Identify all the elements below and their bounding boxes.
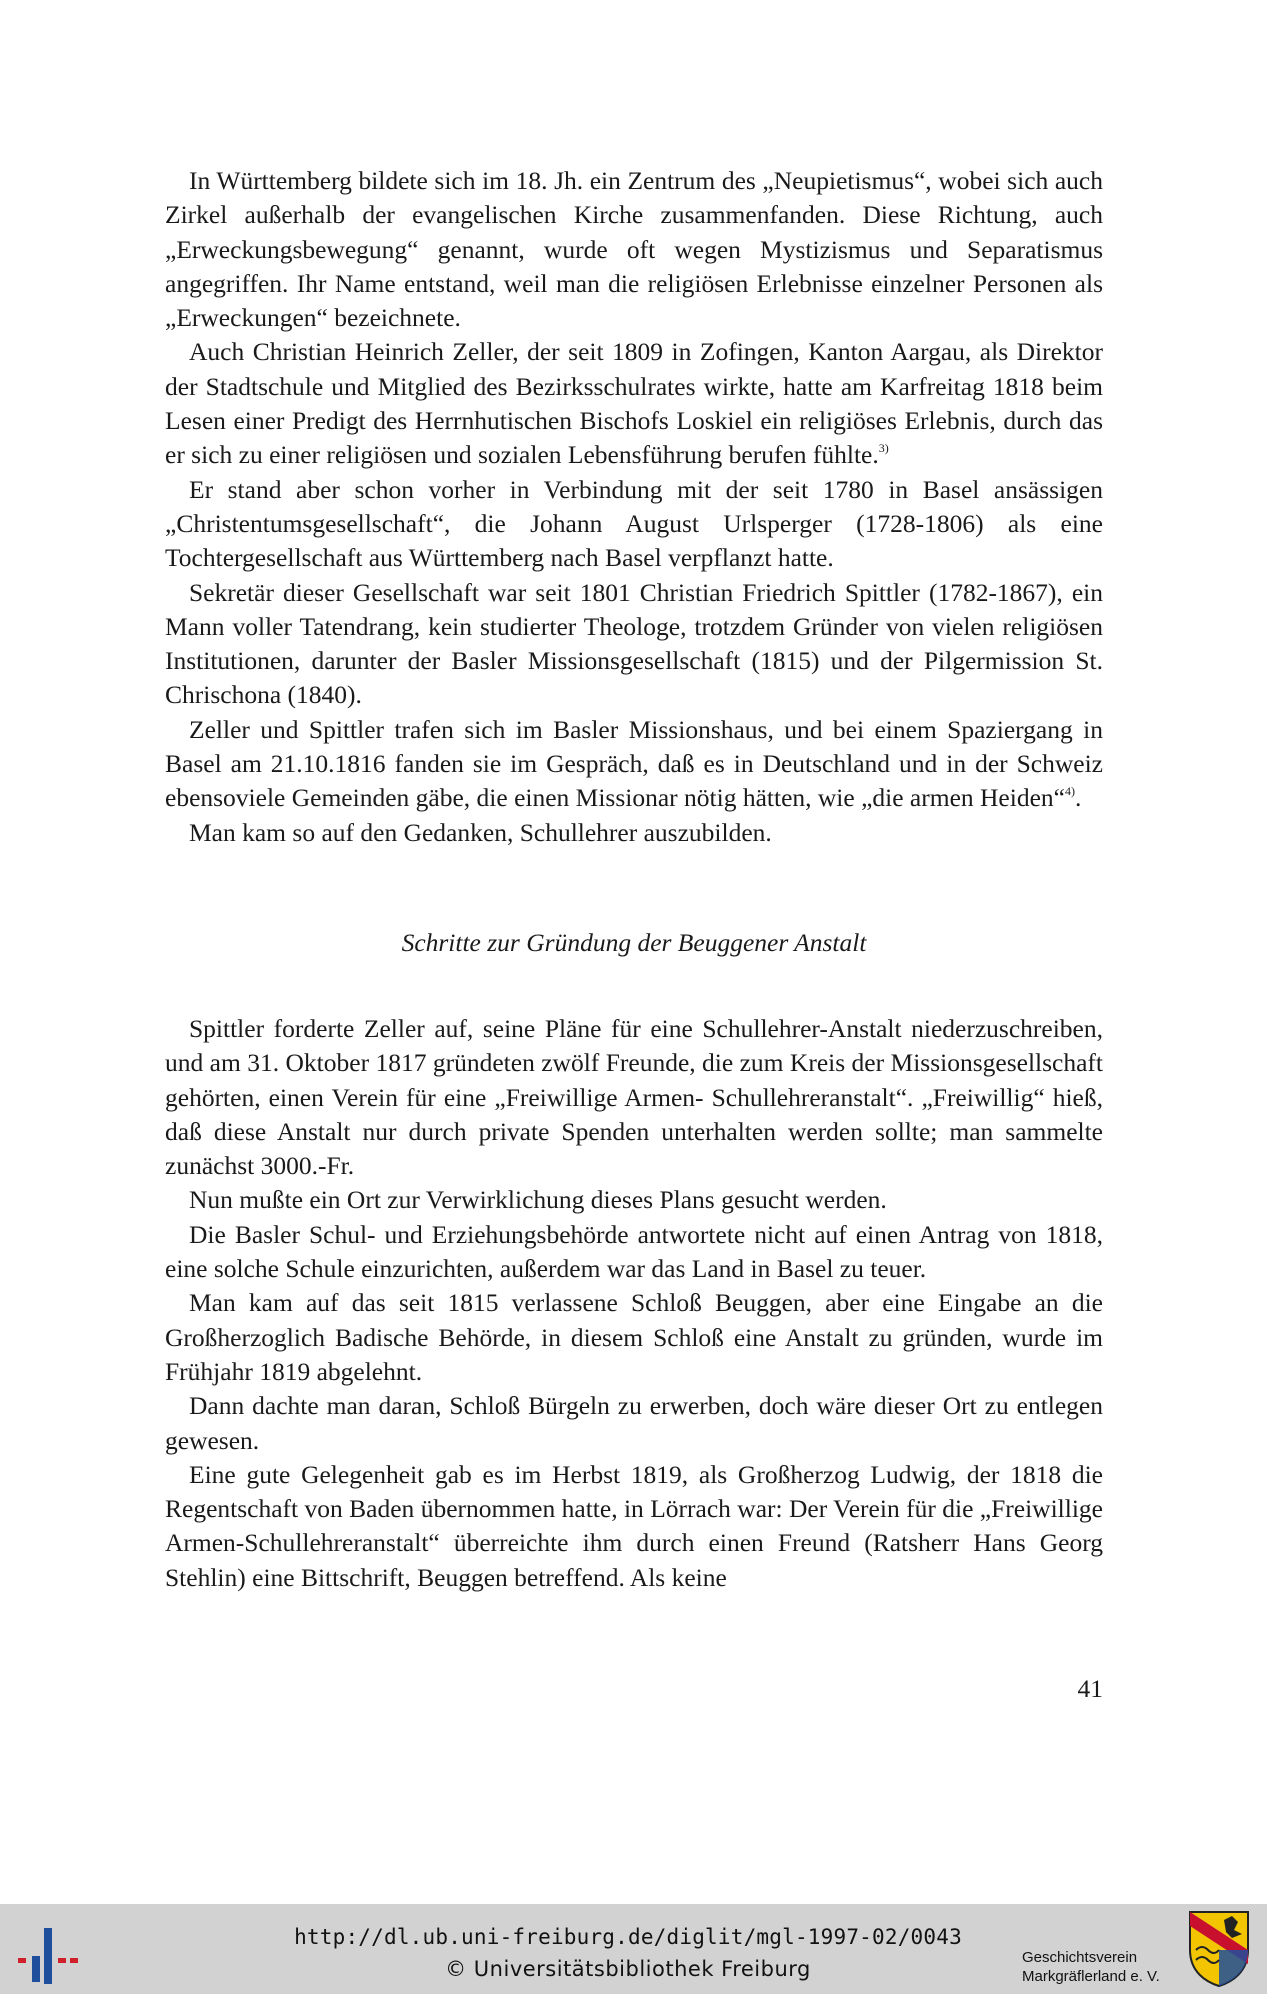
coat-of-arms-icon[interactable] (1188, 1910, 1250, 1988)
society-name-line-1: Geschichtsverein (1022, 1949, 1138, 1966)
paragraph-9: Die Basler Schul- und Erziehungsbehörde antwortete nicht auf einen Antrag von 1818, eine solche Schule einzurichten, außerdem war das Land in Basel zu teuer. (165, 1219, 1103, 1284)
page-number: 41 (1077, 1674, 1103, 1703)
paragraph-5-text: Zeller und Spittler trafen sich im Basler Missionshaus, und bei einem Spaziergang in Basel am 21.10.1816 fanden sie im Gespräch, daß es in Deutschland und in der Schweiz ebensoviele Gemeinden gäbe, die einen Missionar nötig hätten, wie „die armen Heiden“ (165, 714, 1103, 813)
paragraph-8: Nun mußte ein Ort zur Verwirklichung dieses Plans gesucht werden. (189, 1185, 887, 1215)
footnote-ref-4: 4) (1064, 784, 1075, 799)
paragraph-6: Man kam so auf den Gedanken, Schullehrer auszubilden. (189, 817, 772, 847)
paragraph-12: Eine gute Gelegenheit gab es im Herbst 1819, als Großherzog Ludwig, der 1818 die Regentschaft von Baden übernommen hatte, in Lörrach war: Der Verein für die „Freiwillige Armen-Schullehreranstalt“ überreichte ihm durch einen Freund (Ratsherr Hans Georg Stehlin) eine Bittschrift, Beuggen betreffend. Als keine (165, 1459, 1103, 1592)
society-name-line-2: Markgräflerland e. V. (1022, 1968, 1160, 1985)
footer-copyright: © Universitätsbibliothek Freiburg (445, 1957, 811, 1981)
footnote-ref-3: 3) (878, 441, 889, 456)
paragraph-1: In Württemberg bildete sich im 18. Jh. ein Zentrum des „Neupietismus“, wobei sich auch Zirkel außerhalb der evangelischen Kirche zusammenfanden. Diese Richtung, auch „Erweckungsbewegung“ genannt, wurde oft wegen Mystizismus und Separatismus angegriffen. Ihr Name entstand, weil man die religiösen Erlebnisse einzelner Personen als „Erweckungen“ bezeichnete. (165, 166, 1103, 333)
paragraph-5-end: . (1074, 783, 1082, 813)
page-body (165, 164, 1103, 1595)
paragraph-5 (165, 713, 1103, 816)
paragraph-4: Sekretär dieser Gesellschaft war seit 1801 Christian Friedrich Spittler (1782-1867), ein Mann voller Tatendrang, kein studierter Theologe, trotzdem Gründer von vielen religiösen Institutionen, darunter der Basler Missionsgesellschaft (1815) und der Pilgermission St. Chrischona (1840). (165, 577, 1103, 710)
paragraph-10: Man kam auf das seit 1815 verlassene Schloß Beuggen, aber eine Eingabe an die Großherzoglich Badische Behörde, in diesem Schloß eine Anstalt zu gründen, wurde im Frühjahr 1819 abgelehnt. (165, 1288, 1103, 1386)
footer-url-link[interactable]: http://dl.ub.uni-freiburg.de/diglit/mgl-1997-02/0043 (294, 1925, 962, 1949)
paragraph-2 (165, 335, 1103, 472)
society-name (1022, 1948, 1182, 1986)
section-heading: Schritte zur Gründung der Beuggener Anstalt (401, 927, 867, 957)
paragraph-2-text: Auch Christian Heinrich Zeller, der seit 1809 in Zofingen, Kanton Aargau, als Direktor der Stadtschule und Mitglied des Bezirksschulrates wirkte, hatte am Karfreitag 1818 beim Lesen einer Predigt des Herrnhutischen Bischofs Loskiel ein religiöses Erlebnis, durch das er sich zu einer religiösen und sozialen Lebensführung berufen fühlte. (165, 337, 1103, 470)
footer-bar (0, 1904, 1267, 1994)
ub-freiburg-logo-icon[interactable] (18, 1928, 80, 1984)
paragraph-7: Spittler forderte Zeller auf, seine Pläne für eine Schullehrer-Anstalt niederzuschreiben, und am 31. Oktober 1817 gründeten zwölf Freunde, die zum Kreis der Missionsgesellschaft gehörten, einen Verein für eine „Freiwillige Armen- Schullehreranstalt“. „Freiwillig“ hieß, daß diese Anstalt nur durch private Spenden unterhalten werden sollte; man sammelte zunächst 3000.-Fr. (165, 1013, 1103, 1181)
paragraph-3: Er stand aber schon vorher in Verbindung mit der seit 1780 in Basel ansässigen „Christentumsgesellschaft“, die Johann August Urlsperger (1728-1806) als eine Tochtergesellschaft aus Württemberg nach Basel verpflanzt hatte. (165, 474, 1103, 573)
paragraph-11: Dann dachte man daran, Schloß Bürgeln zu erwerben, doch wäre dieser Ort zu entlegen gewesen. (165, 1391, 1103, 1455)
